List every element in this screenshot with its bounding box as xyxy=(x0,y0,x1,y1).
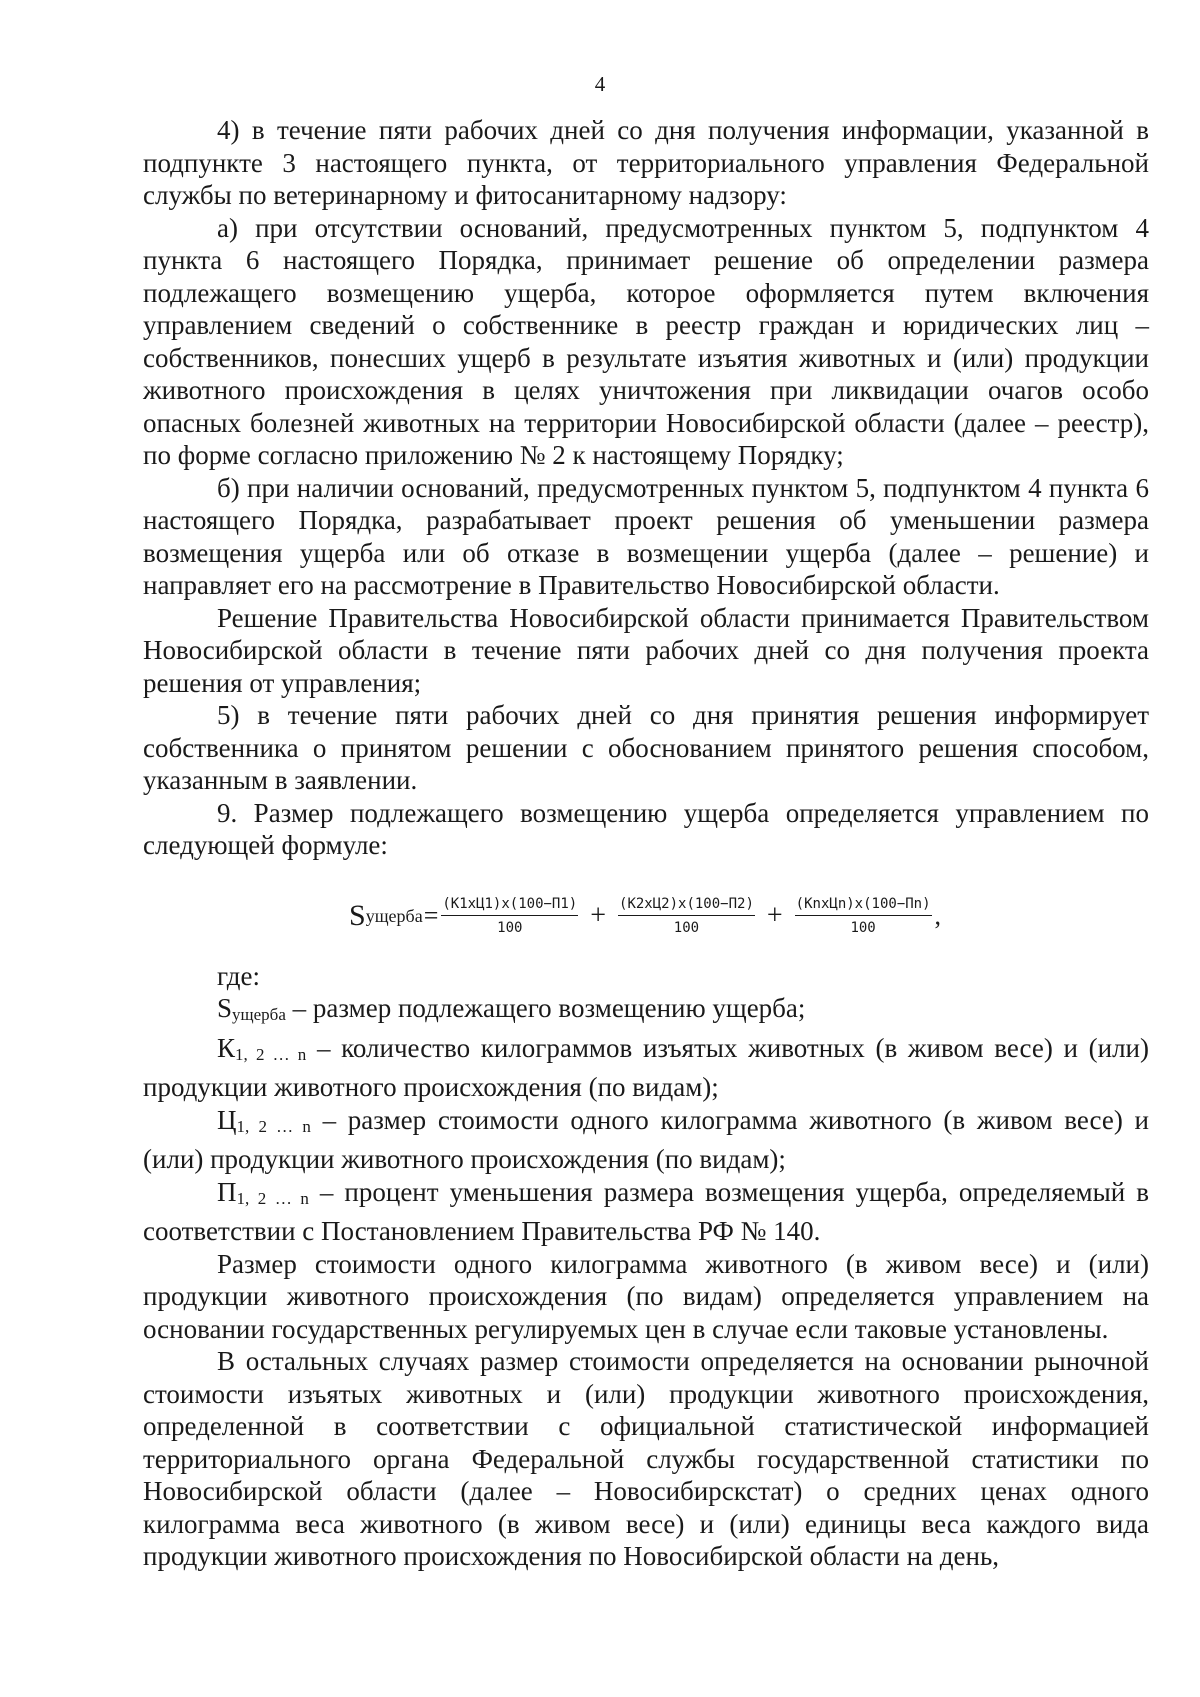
paragraph-item-5: 5) в течение пяти рабочих дней со дня принятия решения информирует собственника о принятом решении с обоснованием принятого решения способом, указанным в заявлении. xyxy=(143,700,1149,795)
formula-end-comma: , xyxy=(934,901,942,930)
definition-text: – количество килограммов изъятых животных (в живом весе) и (или) продукции животного происхождения (по видам); xyxy=(143,1032,1149,1102)
definition-symbol: Ц xyxy=(217,1104,237,1135)
definition-symbol: S xyxy=(217,993,233,1023)
definition-symbol: П xyxy=(217,1176,237,1207)
paragraph-government-decision: Решение Правительства Новосибирской области принимается Правительством Новосибирской области в течение пяти рабочих дней со дня получения проекта решения от управления; xyxy=(143,602,1149,698)
formula-plus: + xyxy=(766,900,783,931)
definition-symbol: К xyxy=(217,1032,236,1063)
fraction-numerator: (КnхЦn)х(100−Пn) xyxy=(795,895,932,916)
formula-lhs-symbol: S xyxy=(349,899,366,932)
formula-fraction-n xyxy=(795,895,932,937)
damage-formula xyxy=(349,888,941,944)
definition-subscript: ущерба xyxy=(232,1005,286,1024)
definition-p xyxy=(143,1176,1149,1248)
paragraph-item-a: а) при отсутствии оснований, предусмотренных пунктом 5, подпунктом 4 пункта 6 настоящего Порядка, принимает решение об определении размера подлежащего возмещению ущерба, которое оформляется путем включения управлением сведений о собственнике в реестр граждан и юридических лиц – собственников, понесших ущерб в результате изъятия животных и (или) продукции животного происхождения в целях уничтожения при ликвидации очагов особо опасных болезней животных на территории Новосибирской области (далее – реестр), по форме согласно приложению № 2 к настоящему Порядку; xyxy=(143,212,1149,470)
definition-text: – процент уменьшения размера возмещения ущерба, определяемый в соответствии с Постановлением Правительства РФ № 140. xyxy=(143,1176,1150,1246)
paragraph-price-regulated: Размер стоимости одного килограмма животного (в живом весе) и (или) продукции животного происхождения (по видам) определяется управлением на основании государственных регулируемых цен в случае если таковые установлены. xyxy=(143,1248,1149,1344)
definition-s xyxy=(143,992,1149,1032)
fraction-denominator: 100 xyxy=(497,920,523,936)
where-label: где: xyxy=(217,960,260,991)
formula-lhs-subscript: ущерба xyxy=(365,905,423,926)
paragraph-clause-9: 9. Размер подлежащего возмещению ущерба определяется управлением по следующей формуле: xyxy=(143,797,1149,860)
definition-c xyxy=(143,1104,1149,1176)
fraction-numerator: (К1хЦ1)х(100−П1) xyxy=(441,895,578,916)
definition-subscript: 1, 2 … n xyxy=(236,1116,311,1136)
fraction-numerator: (К2хЦ2)х(100−П2) xyxy=(618,895,755,916)
definition-subscript: 1, 2 … n xyxy=(235,1044,307,1064)
paragraph-item-b: б) при наличии оснований, предусмотренных пунктом 5, подпунктом 4 пункта 6 настоящего Порядка, разрабатывает проект решения об уменьшении размера возмещения ущерба или об отказе в возмещении ущерба (далее – решение) и направляет его на рассмотрение в Правительство Новосибирской области. xyxy=(143,472,1149,600)
paragraph-price-market: В остальных случаях размер стоимости определяется на основании рыночной стоимости изъятых животных и (или) продукции животного происхождения, определенной в соответствии с официальной статистической информацией территориального органа Федеральной службы государственной статистики по Новосибирской области (далее – Новосибирскстат) о средних ценах одного килограмма веса животного (в живом весе) и (или) единицы веса каждого вида продукции животного происхождения по Новосибирской области на день, xyxy=(143,1346,1149,1571)
page-number: 4 xyxy=(594,72,606,96)
formula-equals: = xyxy=(423,901,439,930)
formula-fraction-2 xyxy=(618,895,755,937)
formula-fraction-1 xyxy=(441,895,578,937)
definition-text: – размер подлежащего возмещению ущерба; xyxy=(285,993,806,1023)
definition-k xyxy=(143,1032,1149,1104)
document-body xyxy=(143,114,1149,1573)
fraction-denominator: 100 xyxy=(673,920,700,936)
definition-subscript: 1, 2 … n xyxy=(236,1188,309,1208)
formula-plus: + xyxy=(590,900,607,931)
fraction-denominator: 100 xyxy=(850,920,876,936)
definition-text: – размер стоимости одного килограмма животного (в живом весе) и (или) продукции животного происхождения (по видам); xyxy=(143,1104,1150,1174)
paragraph-item-4: 4) в течение пяти рабочих дней со дня получения информации, указанной в подпункте 3 настоящего пункта, от территориального управления Федеральной службы по ветеринарному и фитосанитарному надзору: xyxy=(143,115,1149,210)
